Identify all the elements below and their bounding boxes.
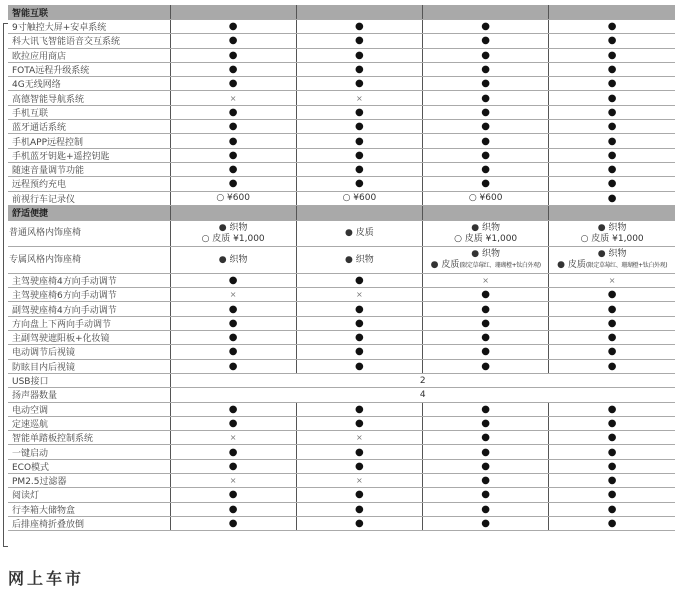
feature-value: ● xyxy=(170,48,296,62)
table-row xyxy=(8,105,675,119)
feature-value: × xyxy=(423,273,549,287)
feature-value: ● xyxy=(549,516,675,530)
feature-label: 主驾驶座椅4方向手动调节 xyxy=(8,273,170,287)
option-line xyxy=(424,260,547,271)
option-text: ● 织物 xyxy=(471,249,500,260)
feature-value: ● xyxy=(549,416,675,430)
table-row xyxy=(8,20,675,34)
feature-value: × xyxy=(170,91,296,105)
feature-value: ● xyxy=(423,162,549,176)
feature-value: ● xyxy=(296,331,422,345)
feature-label: FOTA远程升级系统 xyxy=(8,62,170,76)
feature-value: ● xyxy=(423,77,549,91)
option-line xyxy=(424,234,547,245)
section-title: 舒适便捷 xyxy=(8,205,170,220)
feature-value xyxy=(549,247,675,274)
option-text: ○ 皮质 ¥1,000 xyxy=(454,233,518,244)
option-text: ● 织物 xyxy=(597,222,627,233)
feature-label: 欧拉应用商店 xyxy=(8,48,170,62)
feature-value: ● xyxy=(423,120,549,134)
feature-value: ● xyxy=(170,105,296,119)
feature-value: ● xyxy=(170,162,296,176)
table-row xyxy=(8,91,675,105)
feature-value: ● xyxy=(423,445,549,459)
feature-label: 智能单踏板控制系统 xyxy=(8,431,170,445)
feature-value: ● xyxy=(296,488,422,502)
table-row xyxy=(8,502,675,516)
table-row xyxy=(8,388,675,402)
option-text: ● 织物 xyxy=(218,254,248,265)
feature-value: ● xyxy=(423,359,549,373)
feature-value: × xyxy=(549,273,675,287)
feature-value: ● xyxy=(296,345,422,359)
feature-value: ● xyxy=(549,62,675,76)
feature-label: 手机互联 xyxy=(8,105,170,119)
feature-value: ● xyxy=(170,402,296,416)
option-note: (限定草莓红、珊瑚橙+钛白外观) xyxy=(459,262,541,270)
feature-value: ○ ¥600 xyxy=(423,191,549,205)
feature-value: × xyxy=(170,474,296,488)
feature-label: 电动空调 xyxy=(8,402,170,416)
feature-value: ● xyxy=(296,34,422,48)
feature-value: ● xyxy=(549,331,675,345)
feature-value: ● xyxy=(170,488,296,502)
table-row xyxy=(8,177,675,191)
feature-label: 随速音量调节功能 xyxy=(8,162,170,176)
feature-value: × xyxy=(296,91,422,105)
table-row xyxy=(8,162,675,176)
feature-value: ● xyxy=(423,134,549,148)
feature-value: ● xyxy=(549,488,675,502)
feature-value: ● xyxy=(170,359,296,373)
feature-value: ● xyxy=(296,459,422,473)
table-row xyxy=(8,431,675,445)
feature-value: ○ ¥600 xyxy=(170,191,296,205)
table-row xyxy=(8,191,675,205)
feature-value: ● xyxy=(170,177,296,191)
feature-label: 手机APP远程控制 xyxy=(8,134,170,148)
table-row xyxy=(8,302,675,316)
feature-value: ● xyxy=(423,345,549,359)
feature-value: ○ ¥600 xyxy=(296,191,422,205)
feature-value: ● xyxy=(549,48,675,62)
empty-cell xyxy=(296,5,422,20)
feature-label: 4G无线网络 xyxy=(8,77,170,91)
feature-label: 高德智能导航系统 xyxy=(8,91,170,105)
feature-value: ● xyxy=(549,134,675,148)
feature-value: ● xyxy=(423,288,549,302)
empty-cell xyxy=(423,5,549,20)
feature-label: 阅读灯 xyxy=(8,488,170,502)
feature-value: ● xyxy=(170,445,296,459)
feature-value: ● xyxy=(296,177,422,191)
feature-value: ● xyxy=(549,474,675,488)
feature-value: ● xyxy=(423,91,549,105)
feature-value xyxy=(296,247,422,274)
feature-value: ● xyxy=(170,134,296,148)
feature-value: ● xyxy=(170,273,296,287)
table-row xyxy=(8,416,675,430)
feature-value: × xyxy=(296,474,422,488)
feature-value: ● xyxy=(170,416,296,430)
feature-label: 9寸触控大屏+安卓系统 xyxy=(8,20,170,34)
feature-value: ● xyxy=(423,316,549,330)
feature-label: 防眩目内后视镜 xyxy=(8,359,170,373)
feature-value: × xyxy=(296,431,422,445)
option-text: ○ 皮质 ¥1,000 xyxy=(201,233,265,244)
feature-value: ● xyxy=(549,20,675,34)
empty-cell xyxy=(549,5,675,20)
feature-label: 专属风格内饰座椅 xyxy=(8,247,170,274)
feature-value: ● xyxy=(549,302,675,316)
feature-value: ● xyxy=(423,402,549,416)
feature-label: 方向盘上下两向手动调节 xyxy=(8,316,170,330)
feature-value: ● xyxy=(549,105,675,119)
table-row xyxy=(8,62,675,76)
option-line xyxy=(172,234,295,245)
feature-label: 科大讯飞智能语音交互系统 xyxy=(8,34,170,48)
feature-value: ● xyxy=(549,91,675,105)
feature-value: 2 xyxy=(170,373,675,387)
feature-value: ● xyxy=(549,34,675,48)
feature-value: 4 xyxy=(170,388,675,402)
feature-label: 副驾驶座椅4方向手动调节 xyxy=(8,302,170,316)
feature-value: ● xyxy=(296,516,422,530)
table-row xyxy=(8,120,675,134)
feature-value xyxy=(296,220,422,247)
table-row xyxy=(8,359,675,373)
feature-label: 电动调节后视镜 xyxy=(8,345,170,359)
feature-value: ● xyxy=(549,162,675,176)
table-row xyxy=(8,273,675,287)
feature-value: ● xyxy=(296,134,422,148)
watermark-logo: 网上车市 xyxy=(8,569,85,588)
option-text: ● 织物 xyxy=(597,249,627,260)
table-row xyxy=(8,402,675,416)
feature-label: USB接口 xyxy=(8,373,170,387)
feature-value: ● xyxy=(170,62,296,76)
feature-label: 普通风格内饰座椅 xyxy=(8,220,170,247)
table-row xyxy=(8,77,675,91)
feature-value: × xyxy=(296,288,422,302)
feature-value: ● xyxy=(549,431,675,445)
feature-value: ● xyxy=(296,120,422,134)
feature-value: ● xyxy=(170,345,296,359)
feature-value xyxy=(549,220,675,247)
option-text: ● 织物 xyxy=(345,254,374,265)
option-text: ● 皮质 xyxy=(430,260,460,271)
feature-value: ● xyxy=(423,105,549,119)
feature-value: ● xyxy=(549,77,675,91)
feature-value: ● xyxy=(170,120,296,134)
feature-value: ● xyxy=(296,77,422,91)
feature-value: ● xyxy=(170,34,296,48)
empty-cell xyxy=(296,205,422,220)
option-line xyxy=(550,260,674,271)
feature-value: ● xyxy=(549,502,675,516)
feature-value: × xyxy=(170,431,296,445)
feature-value: ● xyxy=(549,345,675,359)
feature-value: ● xyxy=(170,77,296,91)
feature-value: ● xyxy=(549,316,675,330)
feature-value: ● xyxy=(423,502,549,516)
empty-cell xyxy=(170,205,296,220)
feature-value: ● xyxy=(423,516,549,530)
feature-value: ● xyxy=(423,459,549,473)
table-row xyxy=(8,48,675,62)
feature-value: ● xyxy=(549,402,675,416)
feature-value: ● xyxy=(170,331,296,345)
feature-value: ● xyxy=(549,445,675,459)
feature-value xyxy=(423,220,549,247)
feature-value: ● xyxy=(549,359,675,373)
spec-table xyxy=(8,5,675,531)
feature-label: 手机蓝牙钥匙+遥控钥匙 xyxy=(8,148,170,162)
feature-value: ● xyxy=(296,502,422,516)
feature-value: ● xyxy=(549,120,675,134)
feature-label: 行李箱大储物盒 xyxy=(8,502,170,516)
table-row xyxy=(8,474,675,488)
feature-value: ● xyxy=(549,191,675,205)
feature-label: 一键启动 xyxy=(8,445,170,459)
feature-value: ● xyxy=(423,148,549,162)
option-line xyxy=(550,234,674,245)
option-text: ○ 皮质 ¥1,000 xyxy=(580,233,644,244)
table-row xyxy=(8,516,675,530)
table-row xyxy=(8,134,675,148)
feature-value: ● xyxy=(549,177,675,191)
feature-label: PM2.5过滤器 xyxy=(8,474,170,488)
empty-cell xyxy=(423,205,549,220)
table-row xyxy=(8,488,675,502)
table-row xyxy=(8,445,675,459)
feature-value: ● xyxy=(170,459,296,473)
table-row xyxy=(8,247,675,274)
table-row xyxy=(8,331,675,345)
feature-label: 主驾驶座椅6方向手动调节 xyxy=(8,288,170,302)
empty-cell xyxy=(170,5,296,20)
feature-value: ● xyxy=(423,474,549,488)
option-text: ● 皮质 xyxy=(557,260,586,271)
feature-value: ● xyxy=(170,502,296,516)
feature-value: ● xyxy=(296,359,422,373)
table-row xyxy=(8,148,675,162)
feature-value: ● xyxy=(423,177,549,191)
option-note: (限定草莓红、珊瑚橙+钛白外观) xyxy=(585,262,668,270)
feature-value: ● xyxy=(549,288,675,302)
feature-label: 主副驾驶遮阳板+化妆镜 xyxy=(8,331,170,345)
feature-value: ● xyxy=(296,48,422,62)
feature-value: ● xyxy=(423,62,549,76)
feature-value: ● xyxy=(170,316,296,330)
feature-label: 扬声器数量 xyxy=(8,388,170,402)
feature-value: × xyxy=(170,288,296,302)
feature-value: ● xyxy=(549,459,675,473)
feature-value: ● xyxy=(170,516,296,530)
feature-value: ● xyxy=(296,62,422,76)
feature-value: ● xyxy=(170,302,296,316)
feature-label: 远程预约充电 xyxy=(8,177,170,191)
feature-value: ● xyxy=(423,20,549,34)
feature-value: ● xyxy=(423,48,549,62)
feature-label: 蓝牙通话系统 xyxy=(8,120,170,134)
feature-value: ● xyxy=(423,302,549,316)
feature-value: ● xyxy=(423,34,549,48)
feature-value: ● xyxy=(170,148,296,162)
table-row xyxy=(8,459,675,473)
section-header xyxy=(8,5,675,20)
feature-value: ● xyxy=(296,316,422,330)
section-header xyxy=(8,205,675,220)
option-text: ● 织物 xyxy=(218,222,248,233)
table-row xyxy=(8,373,675,387)
section-title: 智能互联 xyxy=(8,5,170,20)
feature-value xyxy=(423,247,549,274)
feature-label: 后排座椅折叠放倒 xyxy=(8,516,170,530)
option-text: ● 皮质 xyxy=(345,228,374,239)
feature-value: ● xyxy=(296,148,422,162)
feature-value: ● xyxy=(296,162,422,176)
table-row xyxy=(8,345,675,359)
feature-value: ● xyxy=(296,302,422,316)
table-row xyxy=(8,288,675,302)
feature-value: ● xyxy=(296,273,422,287)
feature-value: ● xyxy=(296,445,422,459)
feature-value: ● xyxy=(423,331,549,345)
feature-value: ● xyxy=(423,488,549,502)
table-row xyxy=(8,34,675,48)
feature-value: ● xyxy=(296,402,422,416)
option-text: ● 织物 xyxy=(471,222,500,233)
feature-label: 定速巡航 xyxy=(8,416,170,430)
empty-cell xyxy=(549,205,675,220)
table-row xyxy=(8,220,675,247)
feature-value: ● xyxy=(423,416,549,430)
feature-label: ECO模式 xyxy=(8,459,170,473)
feature-value: ● xyxy=(170,20,296,34)
feature-label: 前视行车记录仪 xyxy=(8,191,170,205)
feature-value: ● xyxy=(549,148,675,162)
table-row xyxy=(8,316,675,330)
feature-value: ● xyxy=(423,431,549,445)
feature-value xyxy=(170,247,296,274)
feature-value xyxy=(170,220,296,247)
feature-value: ● xyxy=(296,416,422,430)
feature-value: ● xyxy=(296,20,422,34)
feature-value: ● xyxy=(296,105,422,119)
